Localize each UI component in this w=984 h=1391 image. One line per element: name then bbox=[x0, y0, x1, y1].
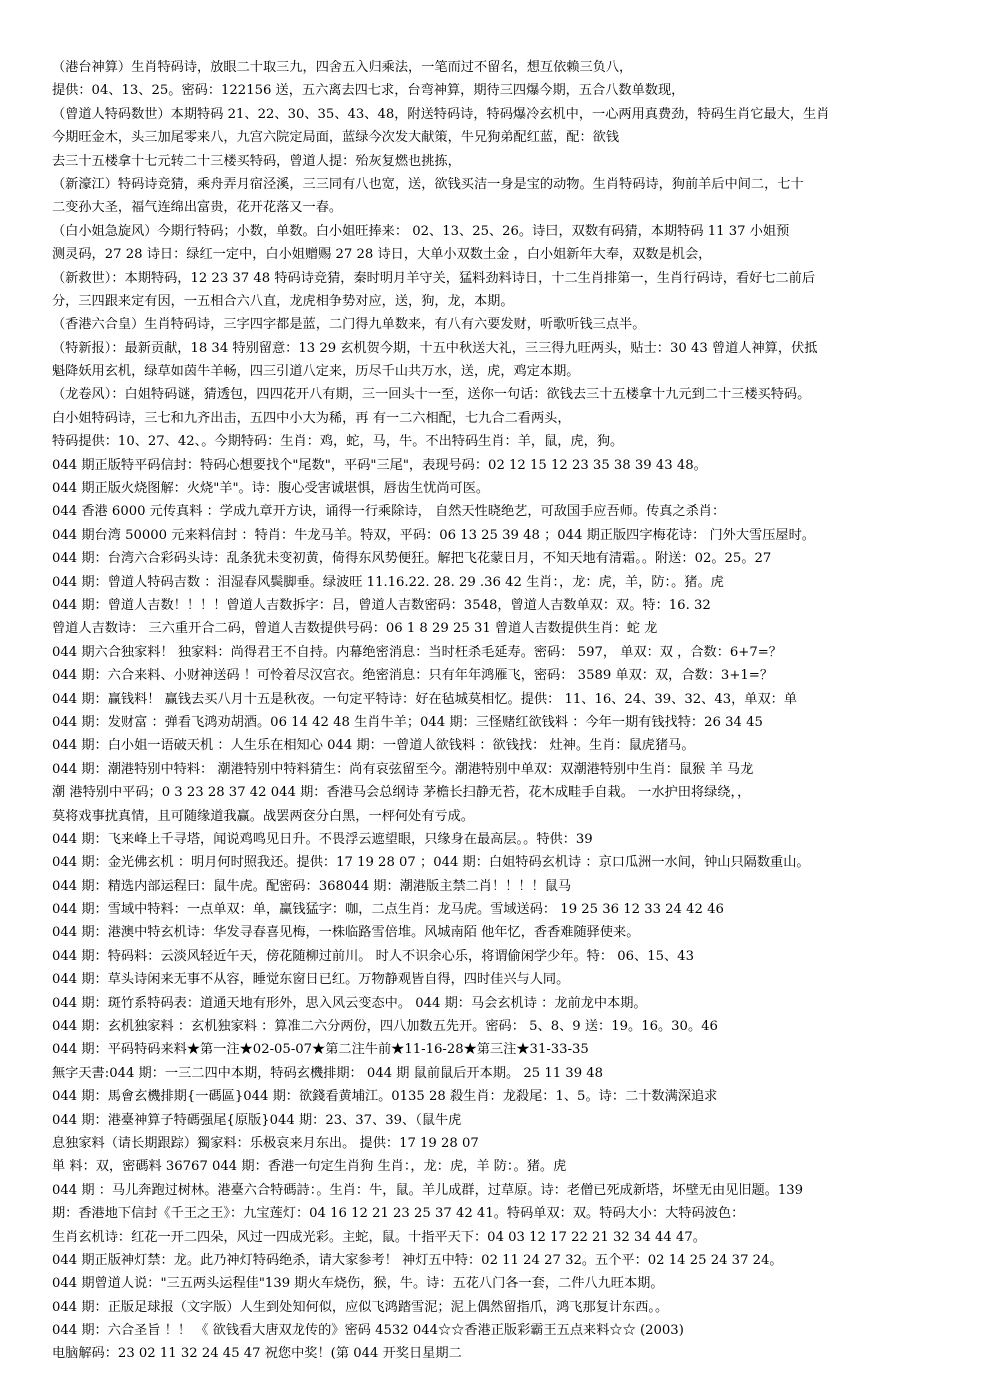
text-line: 044 期：馬會玄機排期{一碼區}044 期：欲錢看黄埔江。0135 28 殺生肖：龙殺尾：1、5。诗：二十数满深追求 bbox=[52, 1089, 718, 1105]
text-line: （白小姐急旋风）今期行特码；小数，单数。白小姐旺捧来： 02、13、25、26。诗曰，双数有码猜，本期特码 11 37 小姐预 bbox=[52, 223, 790, 239]
text-line: （特新报）：最新贡献，18 34 特别留意：13 29 玄机贺今期，十五中秋送大礼，三三得九旺两头，贴士：30 43 曾道人神算，伏抵 bbox=[52, 340, 818, 356]
text-line: 044 期：港臺神算子特碼强尾{原版}044 期：23、37、39、（鼠牛虎 bbox=[52, 1112, 462, 1128]
text-line: 044 期：精选内部运程曰：鼠牛虎。配密码：368044 期：潮港版主禁二肖！！！！鼠马 bbox=[52, 878, 572, 894]
text-line: 044 期：港澳中特玄机诗：华发寻春喜见梅，一株临路雪倍堆。风城南陌 他年忆，香香难随驿使来。 bbox=[52, 925, 640, 941]
text-line: （曾道人特码数世）本期特码 21、22、30、35、43、48，附送特码诗，特码爆冷玄机中，一心两用真费劲，特码生肖它最大，生肖 bbox=[52, 106, 830, 122]
text-line: 分，三四跟来定有因，一五相合六八直，龙虎相争势对应，送，狗，龙，本期。 bbox=[52, 293, 514, 309]
text-line: 044 期六合独家料！ 独家料：尚得君王不自持。内幕绝密消息：当时枉杀毛延寿。密码： 597， 单双：双 ，合数：6+7=？ bbox=[52, 644, 782, 660]
text-line: 044 期：正版足球报（文字版）人生到处知何似，应似飞鸿踏雪泥；泥上偶然留指爪，鸿飞那复计东西。。 bbox=[52, 1299, 669, 1315]
text-line: 044 期：台湾六合彩码头诗：乱条犹未变初黄，倚得东风势便狂。解把飞花蒙日月，不知天地有清霜。。附送：02。25。27 bbox=[52, 551, 772, 567]
text-line: 044 期：白小姐一语破天机 ：人生乐在相知心 044 期：一曾道人欲钱料 ：欲钱找： 灶神。生肖：鼠虎猪马。 bbox=[52, 738, 695, 754]
text-line: 044 期：草头诗闲来无事不从容，睡觉东窗日已红。万物静观皆自得，四时佳兴与人同。 bbox=[52, 972, 570, 988]
text-line: 044 期：飞来峰上千寻塔，闻说鸡鸣见日升。不畏浮云遮望眼，只缘身在最高层。。特供：39 bbox=[52, 831, 593, 847]
text-line: 044 期：玄机独家料 ：玄机独家料 ：算准二六分两份，四八加数五先开。密码： 5、8、9 送：19。16。30。46 bbox=[52, 1019, 718, 1035]
text-line: 044 期：曾道人特码吉数 ：泪湿春风鬓脚垂。绿波旺 11.16.22. 28. 29 .36 42 生肖：，龙：虎，羊，防：。猪。虎 bbox=[52, 574, 724, 590]
text-line: 生肖玄机诗：红花一开二四朵，风过一四成光彩。主蛇，鼠。十指平天下：04 03 12 17 22 21 32 34 44 47。 bbox=[52, 1229, 706, 1245]
text-line: 044 期：雪域中特料：一点单双：单，赢钱猛字：咖，二点生肖：龙马虎。雪域送码： 19 25 36 12 33 24 42 46 bbox=[52, 902, 724, 918]
text-line: 魁降妖用玄机，绿草如茵牛羊畅，四三引道八定来，历尽千山共万水，送，虎，鸡定本期。 bbox=[52, 364, 580, 380]
text-line: 044 期正版特平码信封：特码心想要找个"尾数"，平码"三尾"，表现号码：02 12 15 12 23 35 38 39 43 48。 bbox=[52, 457, 707, 473]
text-line: 去三十五楼拿十七元转二十三楼买特码，曾道人提：殆灰复燃也挑拣， bbox=[52, 153, 461, 169]
text-line: （港台神算）生肖特码诗，放眼二十取三九，四舍五入归乘法，一笔而过不留名，想互依赖三负八， bbox=[52, 60, 633, 75]
text-line: 今期旺金木，头三加尾零来八，九宫六院定局面，蓝绿今次发大献策，牛兄狗弟配红蓝，配：欲钱 bbox=[52, 130, 620, 146]
text-line: 二变孙大圣，福气连绵出富贵，花开花落又一春。 bbox=[52, 200, 343, 216]
text-line: 电脑解码：23 02 11 32 24 45 47 祝您中奖！(第 044 开奖日星期二 bbox=[52, 1346, 462, 1362]
text-line: 044 期：特码料：云淡风轻近午天，傍花随柳过前川。 时人不识余心乐，将谓偷闲学少年。特： 06、15、43 bbox=[52, 948, 694, 964]
text-line: 044 期正版火烧图解：火烧"羊"。诗：腹心受害诚堪惧，唇齿生忧尚可医。 bbox=[52, 481, 490, 497]
text-line: 044 期：赢钱料！ 赢钱去买八月十五是秋夜。一句定平特诗：好在毡城莫相忆。提供： 11、16、24、39、32、43，单双：单 bbox=[52, 691, 798, 707]
text-line: 白小姐特码诗，三七和九齐出击，五四中小大为稀，再 有一二六相配，七九合二看两头， bbox=[52, 410, 571, 426]
text-line: 测灵码，27 28 诗日：绿红一定中，白小姐赠赐 27 28 诗日，大单小双数土金 ，白小姐新年大奉，双数是机会， bbox=[52, 247, 712, 263]
text-line: 044 期：潮港特别中特料： 潮港特别中特料猜生：尚有哀弦留至今。潮港特别中单双：双潮港特别中生肖：鼠猴 羊 马龙 bbox=[52, 761, 754, 777]
text-line: 莫将戏事扰真情，且可随缘道我赢。战罢两奁分白黑，一枰何处有亏成。 bbox=[52, 808, 474, 824]
text-line: 044 期台湾 50000 元来料信封 ：特肖：牛龙马羊。特双，平码：06 13 25 39 48 ；044 期正版四字梅花诗： 门外大雪压屋时。 bbox=[52, 527, 815, 543]
text-line: 044 期正版神灯禁：龙。此乃神灯特码绝杀，请大家参考！ 神灯五中特：02 11 24 27 32。五个平：02 14 25 24 37 24。 bbox=[52, 1252, 783, 1268]
text-line: （龙卷风）：白姐特码谜，猜透包，四四花开八有期，三一回头十一至，送你一句话：欲钱去三十五楼拿十九元到二十三楼买特码。 bbox=[52, 387, 811, 403]
text-line: （新救世）：本期特码，12 23 37 48 特码诗竞猜，秦时明月羊守关，猛料劲料诗日，十二生肖排第一，生肖行码诗，看好七二前后 bbox=[52, 270, 816, 286]
text-line: 044 期：平码特码来料★第一注★02-05-07★第二注牛前★11-16-28★第三注★31-33-35 bbox=[52, 1042, 589, 1058]
text-line: 曾道人吉数诗： 三六重开合二码，曾道人吉数提供号码：06 1 8 29 25 31 曾道人吉数提供生肖：蛇 龙 bbox=[52, 621, 658, 637]
text-line: 044 期：曾道人吉数！！！！曾道人吉数拆字：吕，曾道人吉数密码：3548，曾道人吉数单双：双。特：16. 32 bbox=[52, 597, 711, 613]
text-line: 無字天書:044 期：一三二四中本期，特码玄機排期： 044 期 鼠前鼠后开本期。 25 11 39 48 bbox=[52, 1065, 604, 1081]
text-line: 提供：04、13、25。密码：122156 送，五六离去四七求，台弯神算，期待三四爆今期，五合八数单数现， bbox=[52, 83, 685, 99]
text-line: 044 香港 6000 元传真料 ：学成九章开方诀，诵得一行乘除诗， 自然天性晓绝艺，可敌国手应吾师。传真之杀肖： bbox=[52, 504, 726, 520]
text-line: 044 期 ：马儿奔跑过树林。港臺六合特碼詩：。生肖：牛，鼠。羊儿成群，过草原。诗：老僧已死成新塔，坏壁无由见旧题。139 bbox=[52, 1182, 804, 1198]
text-line: 潮 港特别中平码；0 3 23 28 37 42 044 期：香港马会总纲诗 茅檐长扫静无苔，花木成畦手自栽。 一水护田将绿绕，， bbox=[52, 785, 751, 801]
text-line: 044 期：发财富 ：弹看飞鸿劝胡酒。06 14 42 48 生肖牛羊；044 期：三怪赌红欲钱料 ：今年一期有钱找特：26 34 45 bbox=[52, 714, 763, 730]
text-line: 044 期：金光佛玄机 ：明月何时照我还。提供：17 19 28 07 ；044 期：白姐特码玄机诗 ：京口瓜洲一水间，钟山只隔数重山。 bbox=[52, 855, 810, 871]
text-line: 044 期：斑竹系特码表：道通天地有形外，思入风云变态中。 044 期：马会玄机诗 ：龙前龙中本期。 bbox=[52, 995, 647, 1011]
text-line: 特码提供：10、27、42、。今期特码：生肖：鸡，蛇，马，牛。不出特码生肖：羊，鼠，虎，狗。 bbox=[52, 434, 624, 450]
text-line: 期：香港地下信封《千王之王》：九宝莲灯：04 16 12 21 23 25 37 42 41。特码单双：双。特码大小：大特码波色： bbox=[52, 1206, 745, 1222]
text-line: 044 期：六合来料、小财神送码 ！可怜着尽汉宫衣。绝密消息：只有年年鸿雁飞，密码： 3589 单双：双，合数：3+1=？ bbox=[52, 668, 774, 684]
text-line: （香港六合皇）生肖特码诗，三字四字都是蓝，二门得九单数来，有八有六要发财，听歌听钱三点半。 bbox=[52, 317, 646, 333]
text-line: 息独家料（请长期跟踪）獨家料：乐极哀来月东出。 提供：17 19 28 07 bbox=[52, 1135, 479, 1151]
text-line: 044 期曾道人说："三五两头运程佳"139 期火车烧伤，猴，牛。诗：五花八门各一套，二件八九旺本期。 bbox=[52, 1276, 664, 1292]
text-line: 044 期：六合圣旨 ！！ 《 欲钱看大唐双龙传的》密码 4532 044☆☆香港正版彩霸王五点来料☆☆ (2003) bbox=[52, 1323, 684, 1339]
text-line: （新濠江）特码诗竞猜，乘舟弄月宿泾溪，三三同有八也宽，送，欲钱买洁一身是宝的动物。生肖特码诗，狗前羊后中间二，七十 bbox=[52, 176, 804, 192]
text-line: 単 料：双，密碼料 36767 044 期：香港一句定生肖狗 生肖：，龙：虎，羊 防：。猪。虎 bbox=[52, 1159, 567, 1175]
